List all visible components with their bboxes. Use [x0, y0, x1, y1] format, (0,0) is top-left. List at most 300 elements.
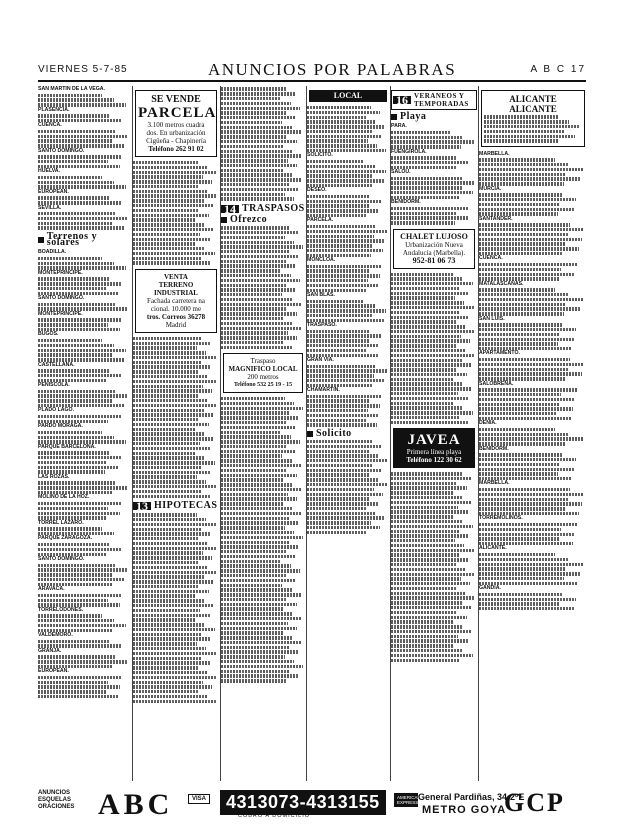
fine-print	[221, 331, 288, 334]
classified-entry	[391, 199, 477, 224]
classified-entry	[38, 270, 130, 295]
fine-print	[221, 284, 287, 287]
fine-print	[38, 614, 102, 617]
ad-line: ALICANTE	[509, 104, 557, 114]
fine-print	[391, 368, 457, 371]
ad-box-alicante	[481, 90, 585, 147]
fine-print	[221, 493, 288, 496]
fine-print	[38, 603, 120, 606]
fine-print	[38, 379, 107, 382]
fine-print	[391, 544, 464, 547]
fine-print	[391, 525, 473, 528]
fine-print	[479, 493, 584, 496]
fine-print	[221, 116, 296, 119]
fine-print	[307, 512, 375, 515]
fine-print	[479, 342, 558, 345]
fine-print	[479, 198, 576, 201]
fine-print	[38, 599, 108, 602]
classified-entry	[479, 585, 587, 610]
ad-line: VENTA	[164, 272, 188, 281]
fine-print	[221, 264, 295, 267]
fine-print	[391, 344, 456, 347]
fine-print	[479, 203, 560, 206]
fine-print	[133, 480, 206, 483]
fine-print	[479, 173, 566, 176]
fine-print	[479, 542, 573, 545]
fine-print	[307, 135, 381, 138]
fine-print	[221, 126, 292, 129]
entry-lead: FUENGIROLA.	[391, 148, 427, 155]
fine-print	[133, 456, 205, 459]
entry-lead: CUENCA.	[38, 122, 62, 129]
entry-lead: SANTO DOMINGO.	[38, 556, 85, 563]
fine-print	[307, 184, 372, 187]
fine-print	[391, 325, 465, 328]
fine-print	[38, 573, 113, 576]
visa-icon: VISA	[188, 794, 210, 804]
classified-entry	[38, 632, 130, 648]
fine-print	[133, 471, 210, 474]
fine-print	[479, 263, 577, 266]
fine-print	[479, 403, 559, 406]
fine-print	[38, 165, 120, 168]
fine-print	[307, 254, 371, 257]
fine-print	[307, 339, 369, 342]
ad-headline: LOCAL	[333, 91, 363, 100]
entry-lead: SEVILLA.	[38, 204, 62, 211]
entry-lead: SOLICITO.	[307, 152, 333, 159]
fine-print	[38, 512, 120, 515]
fine-print	[133, 199, 204, 202]
fine-print	[221, 279, 300, 282]
fine-print	[479, 523, 577, 526]
classified-entry	[38, 86, 130, 107]
fine-print	[221, 450, 296, 453]
fine-print	[479, 307, 581, 310]
fine-print	[221, 327, 302, 330]
fine-print	[479, 563, 583, 566]
fine-print	[391, 563, 456, 566]
entry-lead: SAN BLAS.	[307, 291, 335, 298]
fine-print	[479, 428, 555, 431]
fine-print	[133, 209, 199, 212]
fine-print	[133, 618, 196, 621]
fine-print	[479, 558, 569, 561]
fine-print	[38, 374, 121, 377]
fine-print	[391, 582, 470, 585]
fine-print	[391, 530, 459, 533]
fine-print	[38, 103, 126, 106]
fine-print	[391, 177, 463, 180]
classified-entry	[479, 545, 587, 585]
fine-print	[391, 573, 474, 576]
fine-print	[221, 307, 287, 310]
fine-print	[221, 250, 290, 253]
fine-print	[307, 274, 380, 277]
fine-print	[38, 390, 115, 393]
fine-print	[133, 681, 203, 684]
classified-entry	[38, 586, 130, 607]
classified-entry	[479, 350, 587, 380]
fine-print	[38, 353, 113, 356]
fine-print	[307, 414, 378, 417]
section-title: Terrenos y solares	[46, 230, 98, 249]
fine-print	[38, 318, 122, 321]
fine-print	[391, 635, 458, 638]
fine-print	[38, 690, 106, 693]
fine-print	[133, 537, 198, 540]
fine-print	[38, 176, 102, 179]
fine-print	[221, 111, 287, 114]
fine-print	[479, 407, 573, 410]
fine-print	[307, 423, 377, 426]
fine-print	[391, 416, 459, 419]
fine-print	[307, 395, 382, 398]
ad-box-parcela	[135, 90, 217, 157]
ad-line: Urbanización Nueva	[405, 240, 463, 249]
fine-print	[133, 652, 216, 655]
fine-print	[221, 288, 296, 291]
fine-print	[133, 676, 216, 679]
fine-print	[38, 655, 115, 658]
fine-print	[391, 592, 466, 595]
fine-print	[133, 700, 217, 703]
fine-print	[38, 532, 114, 535]
classified-entry	[38, 556, 130, 586]
fine-print	[221, 636, 293, 639]
entry-lead: SANTANDER.	[479, 215, 513, 222]
fine-print	[479, 533, 575, 536]
fine-print	[221, 145, 283, 148]
fine-print	[307, 209, 379, 212]
classified-entry	[479, 446, 587, 481]
fine-print	[38, 695, 118, 698]
fine-print	[307, 139, 368, 142]
subsection-title: Playa	[400, 111, 427, 122]
fine-print	[221, 183, 289, 186]
fine-print	[391, 212, 456, 215]
entry-lead: DENIA.	[479, 420, 497, 427]
fine-print	[479, 303, 566, 306]
fine-print	[133, 356, 216, 359]
fine-print	[221, 670, 290, 673]
classified-entry	[38, 311, 130, 332]
fine-print	[221, 226, 289, 229]
fine-print	[479, 458, 576, 461]
ad-headline: TERRENO INDUSTRIAL	[154, 280, 198, 297]
fine-print	[133, 166, 207, 169]
fine-print	[484, 120, 569, 123]
fine-print	[221, 560, 281, 563]
fine-print	[479, 288, 555, 291]
entry-lead: TORREL LAZARO.	[38, 519, 84, 526]
fine-print	[391, 411, 473, 414]
fine-print	[38, 226, 125, 229]
section-number: 14	[221, 205, 239, 213]
fine-print	[307, 179, 384, 182]
fine-print	[133, 532, 211, 535]
fine-print	[221, 550, 286, 553]
fine-print	[38, 339, 102, 342]
fine-print	[391, 186, 462, 189]
section-solicito	[307, 427, 389, 439]
fine-print	[479, 502, 582, 505]
fine-print	[221, 627, 297, 630]
entry-lead: SAN MARTIN DE LA VEGA.	[38, 86, 105, 92]
fine-print	[307, 149, 386, 152]
fine-print	[391, 131, 451, 134]
fine-print	[221, 459, 292, 462]
fine-print	[307, 440, 373, 443]
fine-print	[221, 679, 286, 682]
fine-print	[133, 599, 204, 602]
fine-print	[221, 303, 301, 306]
fine-print	[221, 255, 299, 258]
entry-lead: ALICANTE.	[479, 545, 507, 552]
entry-lead: SANTO DOMINGO.	[38, 295, 85, 302]
fine-print	[221, 407, 303, 410]
fine-print	[133, 685, 212, 688]
fine-print	[38, 644, 121, 647]
fine-print	[133, 428, 195, 431]
fine-print	[133, 475, 197, 478]
fine-print	[38, 516, 106, 519]
column-2	[132, 86, 219, 781]
fine-print	[479, 433, 569, 436]
fine-print	[133, 495, 211, 498]
fine-print	[479, 212, 558, 215]
fine-print	[38, 222, 113, 225]
fine-print	[133, 647, 206, 650]
page-header	[38, 58, 586, 82]
fine-print	[391, 587, 456, 590]
fine-print	[479, 293, 569, 296]
classified-entry	[38, 249, 130, 270]
fine-print	[38, 394, 127, 397]
entry-lead: GRANJA.	[38, 647, 62, 654]
fine-print	[221, 541, 290, 544]
fine-print	[307, 526, 380, 529]
fine-print	[307, 531, 367, 534]
classified-entry	[307, 292, 389, 322]
fine-print	[38, 548, 121, 551]
fine-print	[133, 695, 208, 698]
fine-print	[133, 633, 201, 636]
fine-print	[133, 585, 199, 588]
classified-entry	[307, 257, 389, 292]
fine-print	[38, 287, 107, 290]
fine-print	[391, 136, 462, 139]
entry-lead: MONTEPRINCIPE.	[38, 269, 83, 276]
fine-print	[221, 569, 300, 572]
fine-print	[221, 197, 294, 200]
fine-print	[38, 282, 121, 285]
fine-print	[391, 620, 453, 623]
fine-print	[307, 334, 381, 337]
fine-print	[307, 409, 368, 412]
entry-lead: MARBELLA.	[479, 150, 510, 157]
classified-entry	[38, 107, 130, 123]
fine-print	[38, 201, 121, 204]
fine-print	[479, 477, 572, 480]
entry-lead: BUGOS.	[38, 331, 59, 338]
fine-print	[221, 641, 302, 644]
fine-print	[133, 580, 213, 583]
fine-print	[38, 665, 113, 668]
fine-print	[38, 349, 126, 352]
fine-print	[479, 437, 583, 440]
classified-entry	[38, 168, 130, 189]
fine-print	[391, 140, 474, 143]
fine-print	[479, 498, 568, 501]
fine-print	[307, 230, 387, 233]
fine-print	[133, 637, 210, 640]
fine-print	[133, 461, 215, 464]
fine-print	[38, 155, 122, 158]
fine-print	[479, 158, 555, 161]
fine-print	[479, 208, 574, 211]
classified-entry	[38, 331, 130, 361]
fine-print	[391, 501, 472, 504]
ad-line: Andalucía (Marbella).	[402, 248, 466, 257]
fine-print	[479, 593, 562, 596]
fine-print	[221, 536, 303, 539]
fine-print	[307, 330, 370, 333]
fine-print	[133, 661, 211, 664]
fine-print	[479, 412, 557, 415]
fine-print	[479, 368, 568, 371]
ad-box-local	[309, 90, 387, 102]
entry-lead: CASTELLANA.	[38, 361, 75, 368]
fine-print	[133, 442, 200, 445]
fine-print	[38, 583, 112, 586]
fine-print	[221, 478, 283, 481]
classified-entry	[38, 423, 130, 444]
fine-print	[307, 200, 381, 203]
entry-lead: CUENCA.	[479, 255, 503, 262]
ad-phone: 952-81 06 73	[412, 255, 456, 265]
entry-lead: SALOBREÑA.	[479, 380, 514, 387]
entry-lead: BOADILLA.	[38, 249, 67, 256]
fine-print	[133, 561, 198, 564]
fine-print	[221, 135, 287, 138]
fine-print	[391, 568, 465, 571]
fine-print	[391, 649, 463, 652]
section-number: 13	[133, 502, 151, 510]
fine-print	[391, 644, 454, 647]
fine-print	[221, 92, 295, 95]
fine-print	[391, 406, 463, 409]
fine-print	[221, 646, 289, 649]
fine-print	[38, 594, 122, 597]
fine-print	[479, 233, 568, 236]
ad-line: cional. 10.000 me	[150, 304, 202, 313]
entry-lead: CHAMARTIN.	[307, 387, 340, 394]
fine-print	[391, 316, 469, 319]
fine-print	[391, 639, 468, 642]
fine-print	[479, 607, 574, 610]
entry-lead: PARA.	[391, 123, 407, 130]
section-title: VERANEOS Y TEMPORADAS	[414, 92, 469, 108]
fine-print	[38, 491, 113, 494]
fine-print	[307, 516, 384, 519]
ad-line: Cigüeña - Chapinería	[146, 137, 206, 145]
fine-print	[221, 260, 286, 263]
fine-print	[307, 214, 367, 217]
fine-print	[221, 97, 281, 100]
fine-print	[221, 607, 283, 610]
fine-print	[307, 399, 369, 402]
fine-print	[38, 619, 114, 622]
entry-lead: TRASPASO.	[307, 322, 337, 329]
fine-print	[38, 130, 115, 133]
fine-print	[307, 244, 373, 247]
entry-lead: TORRELODONES.	[38, 606, 84, 613]
fine-print	[307, 174, 373, 177]
fine-print	[391, 311, 460, 314]
classified-entry	[479, 186, 587, 216]
fine-print	[484, 115, 558, 118]
fine-print	[133, 452, 196, 455]
gcp-logo: GCP	[504, 788, 565, 817]
fine-print	[221, 312, 297, 315]
fine-print	[221, 507, 293, 510]
fine-print	[221, 445, 287, 448]
fine-print	[391, 601, 462, 604]
fine-print	[307, 404, 380, 407]
fine-print	[307, 309, 386, 312]
fine-print	[133, 556, 212, 559]
fine-print	[391, 335, 461, 338]
column-1	[38, 86, 130, 781]
fine-print	[479, 273, 575, 276]
fine-print	[133, 185, 198, 188]
entry-lead: MATALASCAÑAS.	[479, 280, 524, 287]
fine-print	[479, 238, 582, 241]
fine-print	[133, 218, 195, 221]
fine-print	[221, 435, 291, 438]
fine-print	[133, 389, 212, 392]
fine-print	[479, 398, 575, 401]
fine-print	[307, 365, 376, 368]
fine-print	[307, 478, 378, 481]
entry-lead: SANTO DOMINGO.	[38, 147, 85, 154]
fine-print	[38, 578, 125, 581]
fine-print	[391, 496, 462, 499]
fine-print	[221, 612, 292, 615]
fine-print	[221, 231, 298, 234]
section-title: HIPOTECAS	[154, 499, 218, 511]
column-6	[478, 86, 587, 781]
fine-print	[221, 593, 301, 596]
fine-print	[221, 402, 294, 405]
fine-print	[307, 488, 374, 491]
fine-print	[221, 665, 303, 668]
section-bullet-icon	[38, 237, 44, 243]
classified-entry	[38, 362, 130, 383]
fine-print	[38, 564, 115, 567]
fine-print	[391, 320, 456, 323]
ad-line: tros. Correos 36278	[146, 312, 206, 321]
fine-print	[307, 300, 364, 303]
fine-print	[221, 421, 286, 424]
fine-print	[221, 341, 284, 344]
fine-print	[221, 545, 299, 548]
fine-print	[133, 346, 197, 349]
fine-print	[391, 397, 468, 400]
fine-print	[133, 194, 217, 197]
fine-print	[221, 674, 299, 677]
